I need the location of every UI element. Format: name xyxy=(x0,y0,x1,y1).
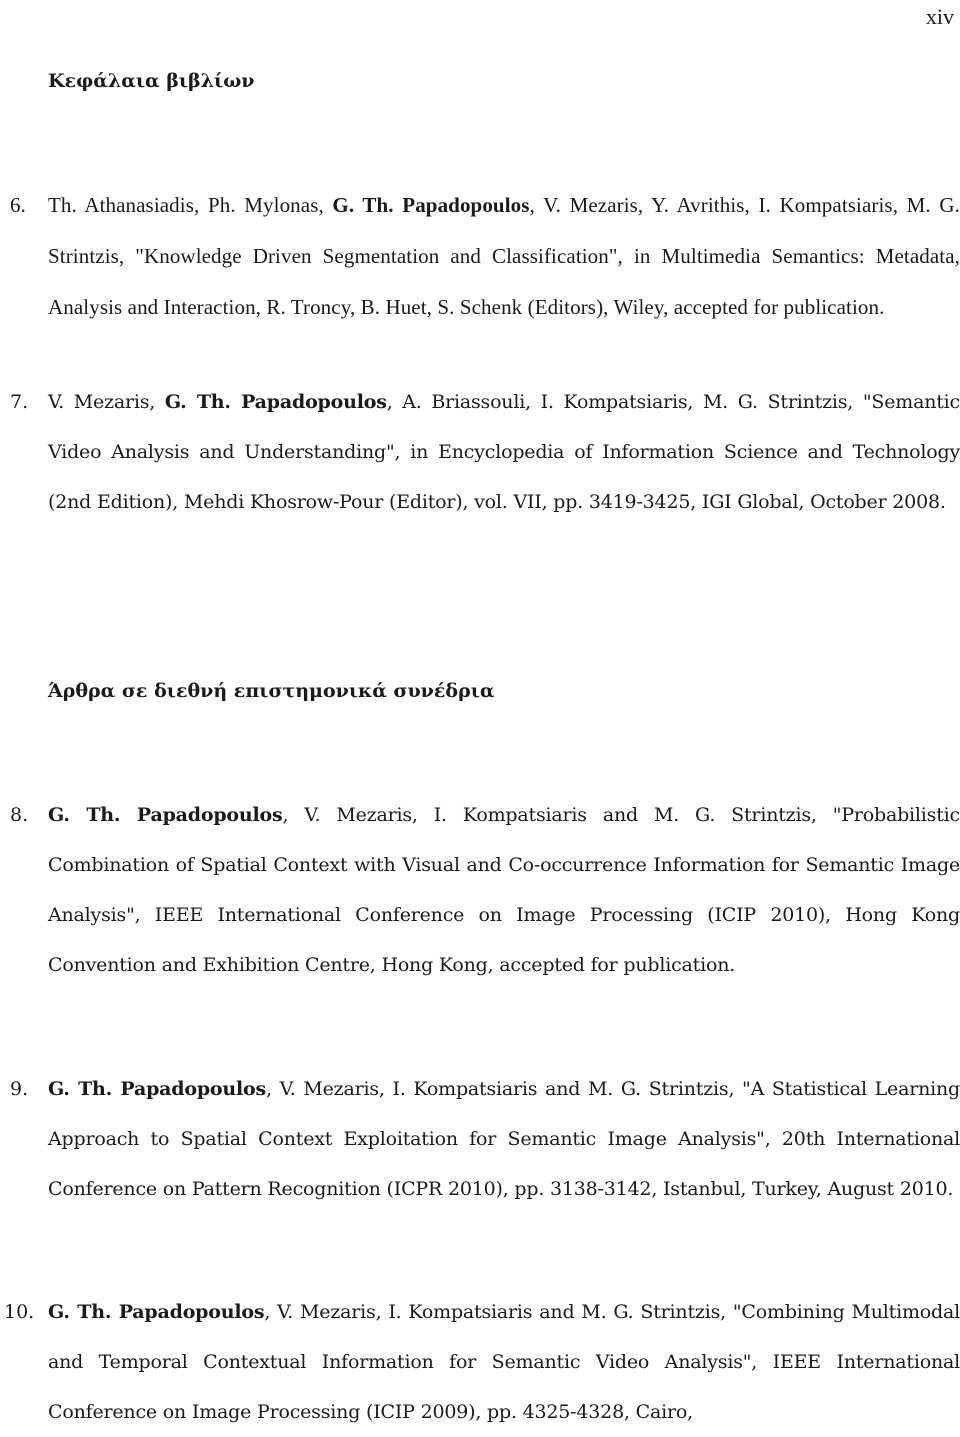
reference-text xyxy=(48,377,960,527)
reference-authors: Th. Athanasiadis, Ph. Mylonas, xyxy=(48,193,333,217)
reference-entry-8 xyxy=(0,790,960,990)
reference-number: 9. xyxy=(10,1078,29,1100)
reference-text xyxy=(48,180,960,333)
section-heading-conference-papers: Άρθρα σε διεθνή επιστημονικά συνέδρια xyxy=(48,680,495,702)
reference-details: , V. Mezaris, I. Kompatsiaris and M. G. Strintzis, "A Statistical Learning Approach to Spatial Context Exploitation for Semantic Image Analysis", 20th International Conference on Pattern Recognition (ICPR 2010), pp. 3138-3142, Istanbul, Turkey, August 2010. xyxy=(48,1078,960,1200)
reference-highlighted-author: G. Th. Papadopoulos xyxy=(164,391,387,413)
reference-entry-7 xyxy=(0,377,960,527)
section-heading-book-chapters: Κεφάλαια βιβλίων xyxy=(48,70,255,92)
reference-number: 10. xyxy=(4,1301,35,1323)
reference-details: , A. Briassouli, I. Kompatsiaris, M. G. Strintzis, "Semantic Video Analysis and Understanding", in Encyclopedia of Information Science and Technology (2nd Edition), Mehdi Khosrow-Pour (Editor), vol. VII, pp. 3419-3425, IGI Global, October 2008. xyxy=(48,391,960,513)
reference-entry-6 xyxy=(0,180,960,333)
reference-authors: V. Mezaris, xyxy=(48,391,165,413)
reference-highlighted-author: G. Th. Papadopoulos xyxy=(48,1078,266,1100)
reference-text xyxy=(48,1064,960,1214)
reference-highlighted-author: G. Th. Papadopoulos xyxy=(48,1301,265,1323)
reference-highlighted-author: G. Th. Papadopoulos xyxy=(48,804,283,826)
reference-details: , V. Mezaris, I. Kompatsiaris and M. G. Strintzis, "Probabilistic Combination of Spatial Context with Visual and Co-occurrence Information for Semantic Image Analysis", IEEE International Conference on Image Processing (ICIP 2010), Hong Kong Convention and Exhibition Centre, Hong Kong, accepted for publication. xyxy=(48,804,960,976)
reference-number: 6. xyxy=(10,193,26,217)
reference-entry-10 xyxy=(0,1287,960,1437)
reference-highlighted-author: G. Th. Papadopoulos xyxy=(332,193,530,217)
reference-entry-9 xyxy=(0,1064,960,1214)
reference-number: 8. xyxy=(10,804,29,826)
reference-details: , V. Mezaris, I. Kompatsiaris and M. G. Strintzis, "Combining Multimodal and Temporal Contextual Information for Semantic Video Analysis", IEEE International Conference on Image Processing (ICIP 2009), pp. 4325-4328, Cairo, xyxy=(48,1301,960,1423)
reference-text xyxy=(48,1287,960,1437)
reference-text xyxy=(48,790,960,990)
reference-number: 7. xyxy=(10,391,29,413)
page-number: xiv xyxy=(925,4,954,29)
reference-details: , V. Mezaris, Y. Avrithis, I. Kompatsiaris, M. G. Strintzis, "Knowledge Driven Segmentation and Classification", in Multimedia Semantics: Metadata, Analysis and Interaction, R. Troncy, B. Huet, S. Schenk (Editors), Wiley, accepted for publication. xyxy=(48,193,960,319)
